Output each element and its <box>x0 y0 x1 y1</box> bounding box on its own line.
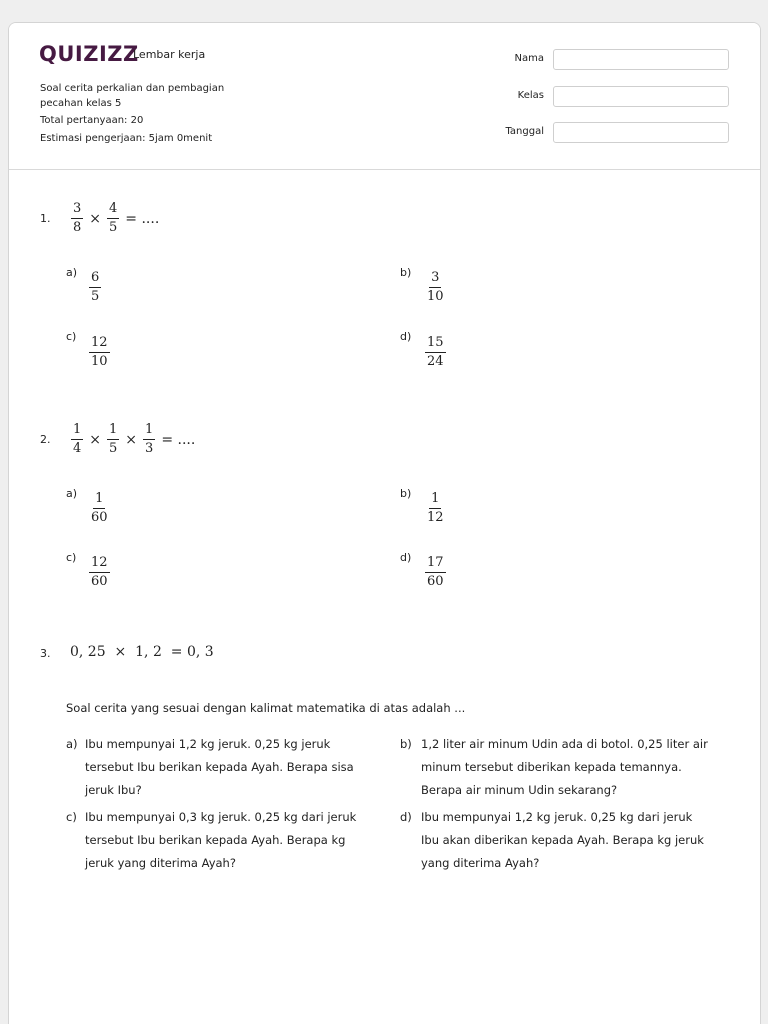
option-line: Ibu mempunyai 0,3 kg jeruk. 0,25 kg dari jeruk <box>85 810 357 824</box>
denominator: 5 <box>91 289 100 304</box>
fraction <box>71 422 83 457</box>
numerator: 1 <box>143 422 155 440</box>
equals-blank: = .... <box>125 210 160 227</box>
numerator: 1 <box>107 422 119 440</box>
class-field[interactable] <box>553 86 729 107</box>
denominator: 3 <box>145 441 154 456</box>
q2-option-a[interactable] <box>89 491 110 526</box>
q1-option-b[interactable] <box>425 270 446 305</box>
denominator: 5 <box>109 441 118 456</box>
q1-option-d-label: d) <box>400 330 412 343</box>
fraction <box>143 422 155 457</box>
question-2-number: 2. <box>40 433 51 446</box>
q2-option-a-label: a) <box>66 487 78 500</box>
worksheet-title <box>40 81 270 111</box>
option-line: 1,2 liter air minum Udin ada di botol. 0,25 liter air <box>421 737 708 751</box>
numerator: 12 <box>89 555 110 573</box>
name-field[interactable] <box>553 49 729 70</box>
fraction <box>107 422 119 457</box>
date-field[interactable] <box>553 122 729 143</box>
q1-option-d[interactable] <box>425 335 446 370</box>
q2-option-d[interactable] <box>425 555 446 590</box>
option-line: Ibu akan diberikan kepada Ayah. Berapa kg jeruk <box>421 833 704 847</box>
question-3-prompt: Soal cerita yang sesuai dengan kalimat matematika di atas adalah ... <box>66 701 466 715</box>
fraction <box>107 201 119 236</box>
denominator: 10 <box>91 354 108 369</box>
denominator: 10 <box>427 289 444 304</box>
question-1-expression <box>71 201 159 236</box>
denominator: 12 <box>427 510 444 525</box>
denominator: 5 <box>109 220 118 235</box>
worksheet-header <box>9 23 760 170</box>
worksheet-subtitle: Lembar kerja <box>133 48 206 61</box>
option-line: tersebut Ibu berikan kepada Ayah. Berapa sisa <box>85 760 354 774</box>
times-operator: × <box>89 431 102 448</box>
class-label: Kelas <box>517 90 544 101</box>
quizizz-logo: QUIZIZZ <box>39 42 139 66</box>
numerator: 1 <box>93 491 105 509</box>
question-1-number: 1. <box>40 212 51 225</box>
question-3-number: 3. <box>40 647 51 660</box>
numerator: 15 <box>425 335 446 353</box>
q1-option-c[interactable] <box>89 335 110 370</box>
estimated-time: Estimasi pengerjaan: 5jam 0menit <box>40 133 213 144</box>
question-3-expression: 0, 25 × 1, 2 = 0, 3 <box>70 644 214 660</box>
numerator: 3 <box>429 270 441 288</box>
option-line: minum tersebut diberikan kepada temannya. <box>421 760 682 774</box>
times-operator: × <box>89 210 102 227</box>
worksheet <box>8 22 761 1024</box>
q3-option-b-label: b) <box>400 737 412 751</box>
q3-option-a-label: a) <box>66 737 78 751</box>
q2-option-d-label: d) <box>400 551 412 564</box>
q1-option-a[interactable] <box>89 270 101 305</box>
q1-option-c-label: c) <box>66 330 77 343</box>
numerator: 4 <box>107 201 119 219</box>
option-line: jeruk Ibu? <box>85 783 142 797</box>
q3-option-c-label: c) <box>66 810 77 824</box>
numerator: 3 <box>71 201 83 219</box>
total-questions: Total pertanyaan: 20 <box>40 115 144 126</box>
q3-option-b[interactable] <box>421 733 751 802</box>
numerator: 6 <box>89 270 101 288</box>
q2-option-b[interactable] <box>425 491 446 526</box>
denominator: 8 <box>73 220 82 235</box>
option-line: Ibu mempunyai 1,2 kg jeruk. 0,25 kg dari jeruk <box>421 810 693 824</box>
denominator: 24 <box>427 354 444 369</box>
option-line: Berapa air minum Udin sekarang? <box>421 783 618 797</box>
q2-option-b-label: b) <box>400 487 412 500</box>
numerator: 1 <box>71 422 83 440</box>
q1-option-a-label: a) <box>66 266 78 279</box>
option-line: tersebut Ibu berikan kepada Ayah. Berapa kg <box>85 833 346 847</box>
numerator: 17 <box>425 555 446 573</box>
q2-option-c[interactable] <box>89 555 110 590</box>
option-line: yang diterima Ayah? <box>421 856 540 870</box>
question-2-expression <box>71 422 195 457</box>
option-line: Ibu mempunyai 1,2 kg jeruk. 0,25 kg jeruk <box>85 737 331 751</box>
title-line-2: pecahan kelas 5 <box>40 98 122 109</box>
q3-option-c[interactable] <box>85 806 395 875</box>
q2-option-c-label: c) <box>66 551 77 564</box>
title-line-1: Soal cerita perkalian dan pembagian <box>40 83 225 94</box>
denominator: 60 <box>91 574 108 589</box>
times-operator: × <box>125 431 138 448</box>
option-line: jeruk yang diterima Ayah? <box>85 856 236 870</box>
name-label: Nama <box>514 53 544 64</box>
numerator: 12 <box>89 335 110 353</box>
denominator: 60 <box>427 574 444 589</box>
date-label: Tanggal <box>505 126 544 137</box>
q3-option-a[interactable] <box>85 733 395 802</box>
numerator: 1 <box>429 491 441 509</box>
equals-blank: = .... <box>161 431 196 448</box>
denominator: 4 <box>73 441 82 456</box>
q1-option-b-label: b) <box>400 266 412 279</box>
q3-option-d[interactable] <box>421 806 751 875</box>
denominator: 60 <box>91 510 108 525</box>
q3-option-d-label: d) <box>400 810 412 824</box>
fraction <box>71 201 83 236</box>
